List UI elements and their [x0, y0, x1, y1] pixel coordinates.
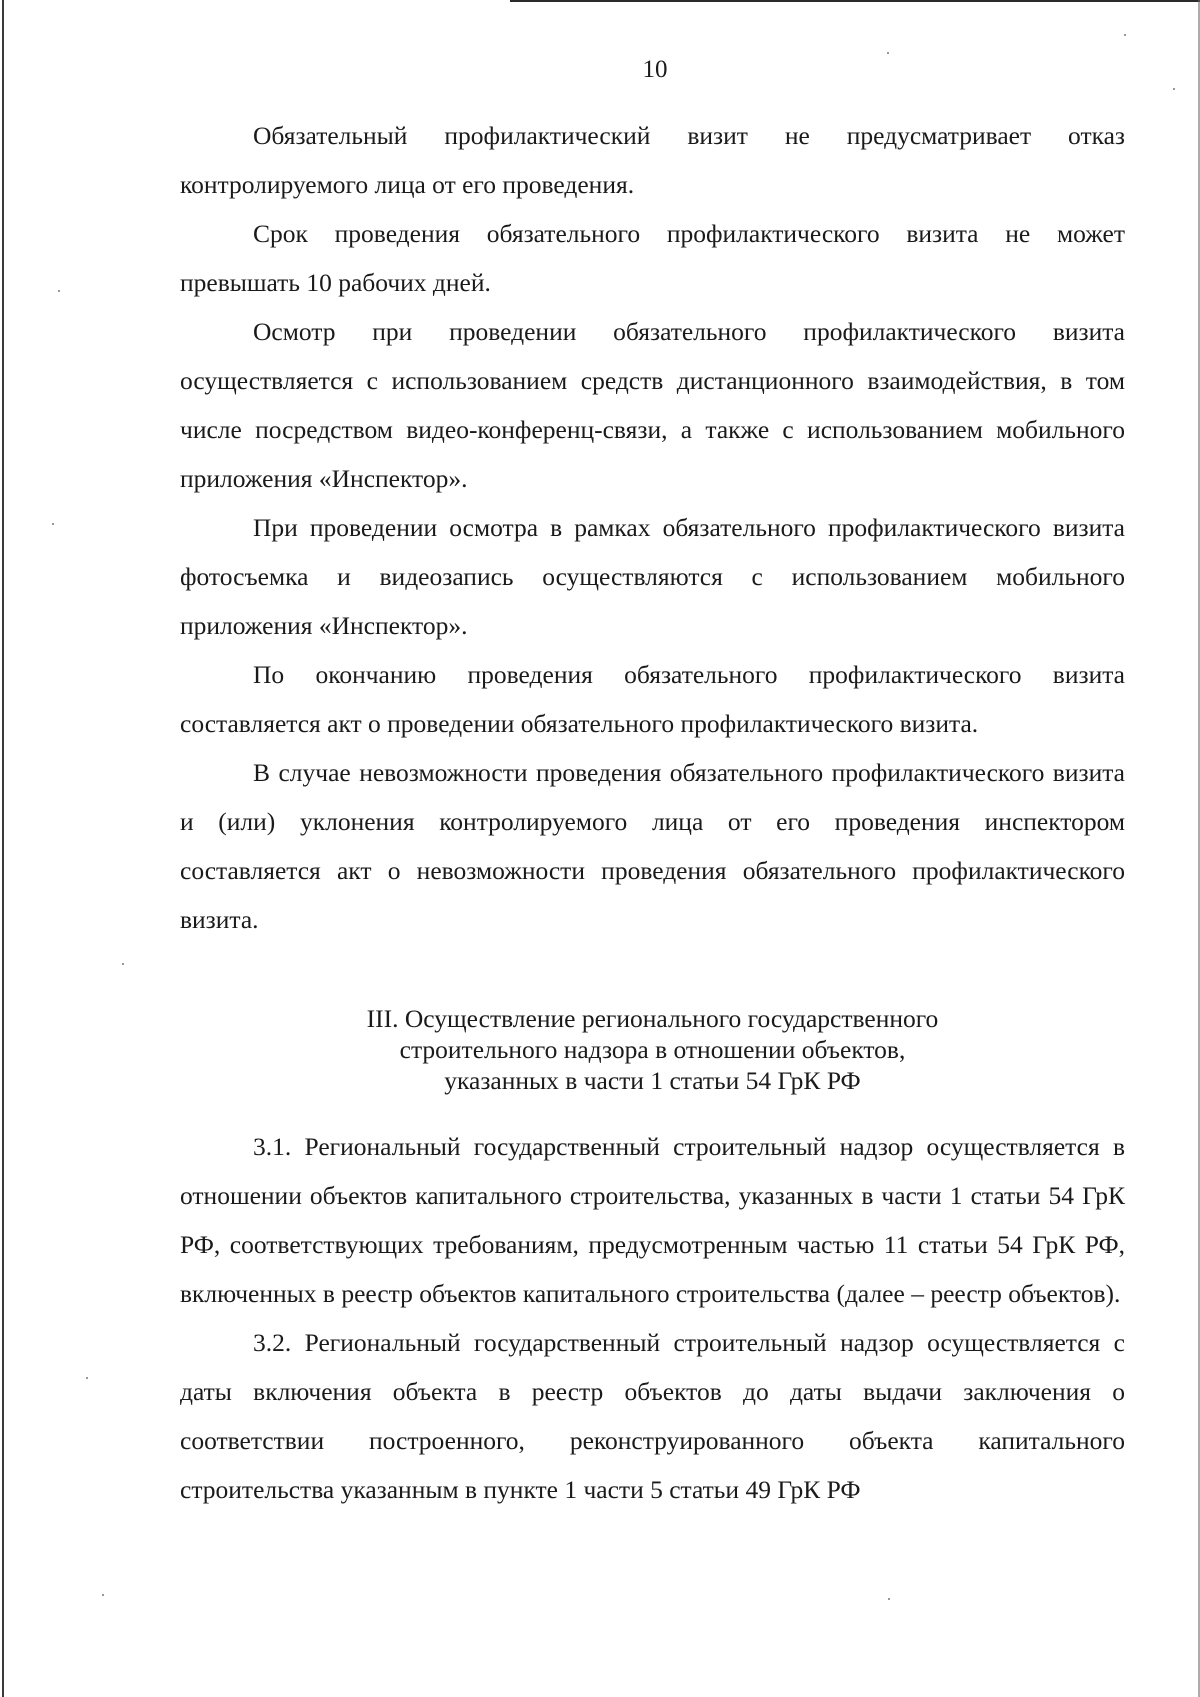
paragraph: Осмотр при проведении обязательного профилактического визита осуществляется с использованием средств дистанционного взаимодействия, в том числе посредством видео-конференц-связи, а также с использованием мобильного приложения «Инспектор».: [180, 317, 1125, 493]
page-number: 10: [642, 56, 668, 83]
section-heading-line: строительного надзора в отношении объектов,: [399, 1035, 906, 1064]
body-text-upper: [180, 111, 1125, 944]
scan-top-edge: [510, 0, 1200, 2]
paragraph: В случае невозможности проведения обязательного профилактического визита и (или) уклонения контролируемого лица от его проведения инспектором составляется акт о невозможности проведения обязательного профилактического визита.: [180, 758, 1125, 934]
scan-speck: [102, 1594, 104, 1596]
body-text-section: [180, 1122, 1125, 1514]
scan-speck: [887, 52, 889, 54]
section-heading-line: указанных в части 1 статьи 54 ГрК РФ: [444, 1066, 861, 1095]
scan-speck: [52, 523, 54, 525]
paragraph: При проведении осмотра в рамках обязательного профилактического визита фотосъемка и видеозапись осуществляются с использованием мобильного приложения «Инспектор».: [180, 513, 1125, 640]
numbered-paragraph: 3.1. Региональный государственный строительный надзор осуществляется в отношении объектов капитального строительства, указанных в части 1 статьи 54 ГрК РФ, соответствующих требованиям, предусмотренным частью 11 статьи 54 ГрК РФ, включенных в реестр объектов капитального строительства (далее – реестр объектов).: [180, 1132, 1125, 1308]
scan-speck: [86, 1377, 88, 1379]
section-heading-line: III. Осуществление регионального государственного: [366, 1004, 939, 1033]
scan-speck: [888, 1598, 890, 1600]
scan-speck: [58, 290, 60, 292]
scan-left-edge: [2, 0, 4, 1697]
paragraph: Обязательный профилактический визит не предусматривает отказ контролируемого лица от его проведения.: [180, 121, 1125, 199]
scan-speck: [122, 963, 124, 965]
section-heading: [180, 1003, 1125, 1096]
paragraph: По окончанию проведения обязательного профилактического визита составляется акт о проведении обязательного профилактического визита.: [180, 660, 1125, 738]
scan-speck: [1173, 88, 1175, 90]
paragraph: Срок проведения обязательного профилактического визита не может превышать 10 рабочих дней.: [180, 219, 1125, 297]
scan-speck: [1124, 34, 1126, 36]
numbered-paragraph: 3.2. Региональный государственный строительный надзор осуществляется с даты включения объекта в реестр объектов до даты выдачи заключения о соответствии построенного, реконструированного объекта капитального строительства указанным в пункте 1 части 5 статьи 49 ГрК РФ: [180, 1328, 1125, 1504]
